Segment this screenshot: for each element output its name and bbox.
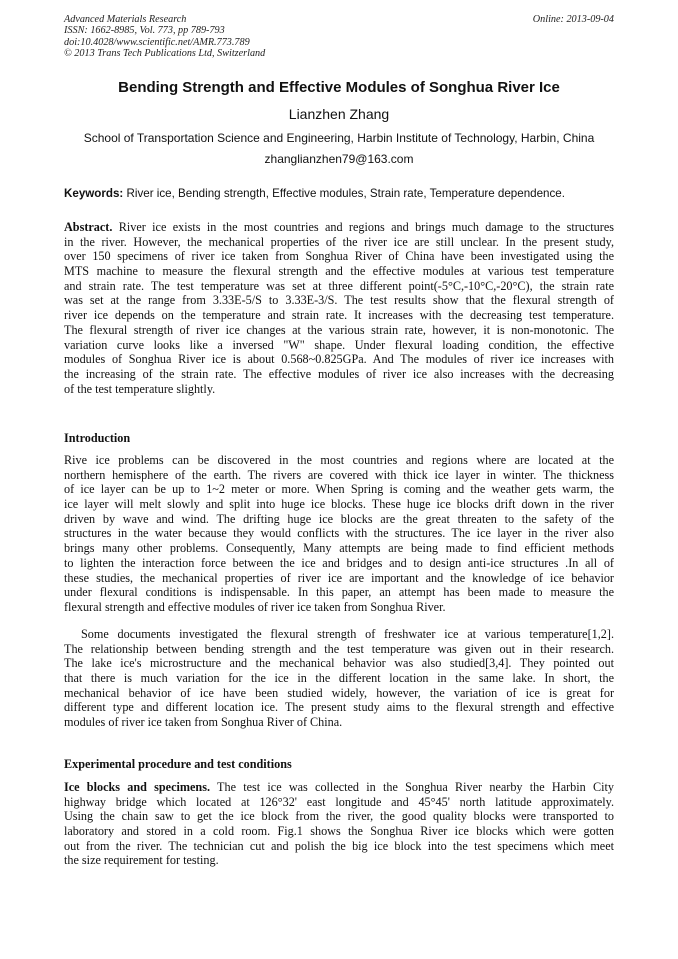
online-date: Online: 2013-09-04 [532, 14, 614, 25]
abstract [64, 220, 614, 396]
abstract-line: The flexural strength of river ice changes at the various strain rate, however, it is non-monotonic. The [64, 322, 614, 337]
runin-heading: Ice blocks and specimens. [64, 780, 210, 794]
abstract-line: modules of Songhua River ice is about 0.568~0.825GPa. And The modules of river ice increases with [64, 352, 614, 367]
copyright-line: © 2013 Trans Tech Publications Ltd, Switzerland [64, 48, 266, 60]
experimental-heading: Experimental procedure and test conditions [64, 757, 292, 771]
abstract-line: MTS machine to measure the flexural strength and the effective modules at various test temperature [64, 264, 614, 279]
body-line: Some documents investigated the flexural strength of freshwater ice at various temperature[1,2]. [81, 627, 614, 641]
keywords-label: Keywords: [64, 187, 124, 200]
abstract-label: Abstract. [64, 220, 113, 234]
body-line: the size requirement for testing. [64, 853, 219, 868]
journal-name: Advanced Materials Research [64, 14, 187, 25]
abstract-line: river ice depends on the temperature and strain rate. It increases with the decreasing test temperature. [64, 308, 614, 323]
body-line: that there is much variation for the ice in the different location in the same lake. In short, the [64, 671, 614, 686]
body-line: different type and different location ice. The present study aims to the flexural strength and effective [64, 700, 614, 715]
body-line: The relationship between bending strength and the test temperature was given out in their research. [64, 641, 614, 656]
body-line: modules of river ice taken from Songhua River of China. [64, 715, 343, 730]
abstract-line: Abstract. River ice exists in the most countries and regions and brings much damage to the structures [64, 220, 614, 234]
abstract-line: variation curve looks like a inversed "W" shape. Under flexural loading condition, the effective [64, 337, 614, 352]
affiliation: School of Transportation Science and Engineering, Harbin Institute of Technology, Harbin, China [83, 131, 595, 145]
body-line: structures in the water because they would conflicts with the structures. The ice layer in the river also [64, 526, 614, 541]
body-line: The lake ice's microstructure and the mechanical behavior was also studied[3,4]. They pointed out [64, 656, 614, 671]
body-line: mechanical behavior of ice have been studied widely, however, the variation of ice is great for [64, 685, 614, 700]
paper-title: Bending Strength and Effective Modules of Songhua River Ice [118, 79, 560, 96]
introduction-heading: Introduction [64, 431, 131, 445]
body-line: laboratory and stored in a cold room. Fig.1 shows the Songhua River ice blocks which were gotten [64, 824, 614, 839]
introduction-paragraph-2 [64, 627, 614, 730]
body-line: Using the chain saw to get the ice block from the river, the good quality blocks were transported to [64, 809, 614, 824]
doi-line: doi:10.4028/www.scientific.net/AMR.773.789 [64, 36, 250, 48]
body-line: highway bridge which located at 126°32' east longitude and 45°45' north latitude approximately. [64, 794, 614, 809]
journal-header [64, 14, 265, 60]
body-line: brings many other problems. Consequently, Many attempts are being made to find efficient methods [64, 541, 614, 556]
abstract-line: the increasing of the strain rate. The effective modules of river ice also increases with the decreasing [64, 366, 614, 381]
keywords-text: River ice, Bending strength, Effective modules, Strain rate, Temperature dependence. [126, 187, 565, 200]
body-line: under flexural conditions is indispensable. In this paper, an attempt has been made to measure the [64, 585, 614, 600]
body-line: to lighten the interaction force between the ice and bridges and to design anti-ice structures .In all of [64, 555, 614, 570]
abstract-line: of the test temperature slightly. [64, 381, 216, 396]
author-email: zhanglianzhen79@163.com [264, 152, 414, 166]
experimental-paragraph [64, 780, 614, 868]
abstract-line: over 150 specimens of river ice taken from Songhua River of China have been investigated using the [64, 249, 614, 264]
body-line: ice layer will melt slowly and split into huge ice blocks. These huge ice blocks drift down in the river [64, 497, 614, 512]
keywords [64, 186, 624, 201]
body-line: flexural strength and effective modules of river ice taken from Songhua River. [64, 599, 446, 614]
body-line: out from the river. The technician cut and polish the big ice block into the test specimens which meet [64, 838, 614, 853]
body-line: of ice layer can be up to 1~2 meter or more. When Spring is coming and the weather gets warm, the [64, 482, 614, 497]
issn-line: ISSN: 1662-8985, Vol. 773, pp 789-793 [64, 25, 225, 37]
body-line: Ice blocks and specimens. The test ice was collected in the Songhua River nearby the Harbin City [64, 780, 614, 794]
body-line: these studies, the mechanical properties of river ice are important and the knowledge of ice behavior [64, 570, 614, 585]
author-name: Lianzhen Zhang [288, 106, 390, 122]
abstract-line: was set at the range from 3.33E-5/S to 3.33E-3/S. The test results show that the flexural strength of [64, 293, 614, 308]
body-line: driven by wave and wind. The drifting huge ice blocks are the great threaten to the safety of the [64, 511, 614, 526]
body-line: northern hemisphere of the earth. The rivers are covered with thick ice layer in winter. The thickness [64, 467, 614, 482]
introduction-paragraph-1 [64, 453, 614, 615]
abstract-line: and strain rate. The test temperature was set at three different point(-5°C,-10°C,-20°C), the strain rate [64, 278, 614, 293]
abstract-line: in the river. However, the mechanical properties of the river ice are still unclear. In the present study, [64, 234, 614, 249]
body-line: Rive ice problems can be discovered in the most countries and regions where are located at the [64, 453, 614, 467]
